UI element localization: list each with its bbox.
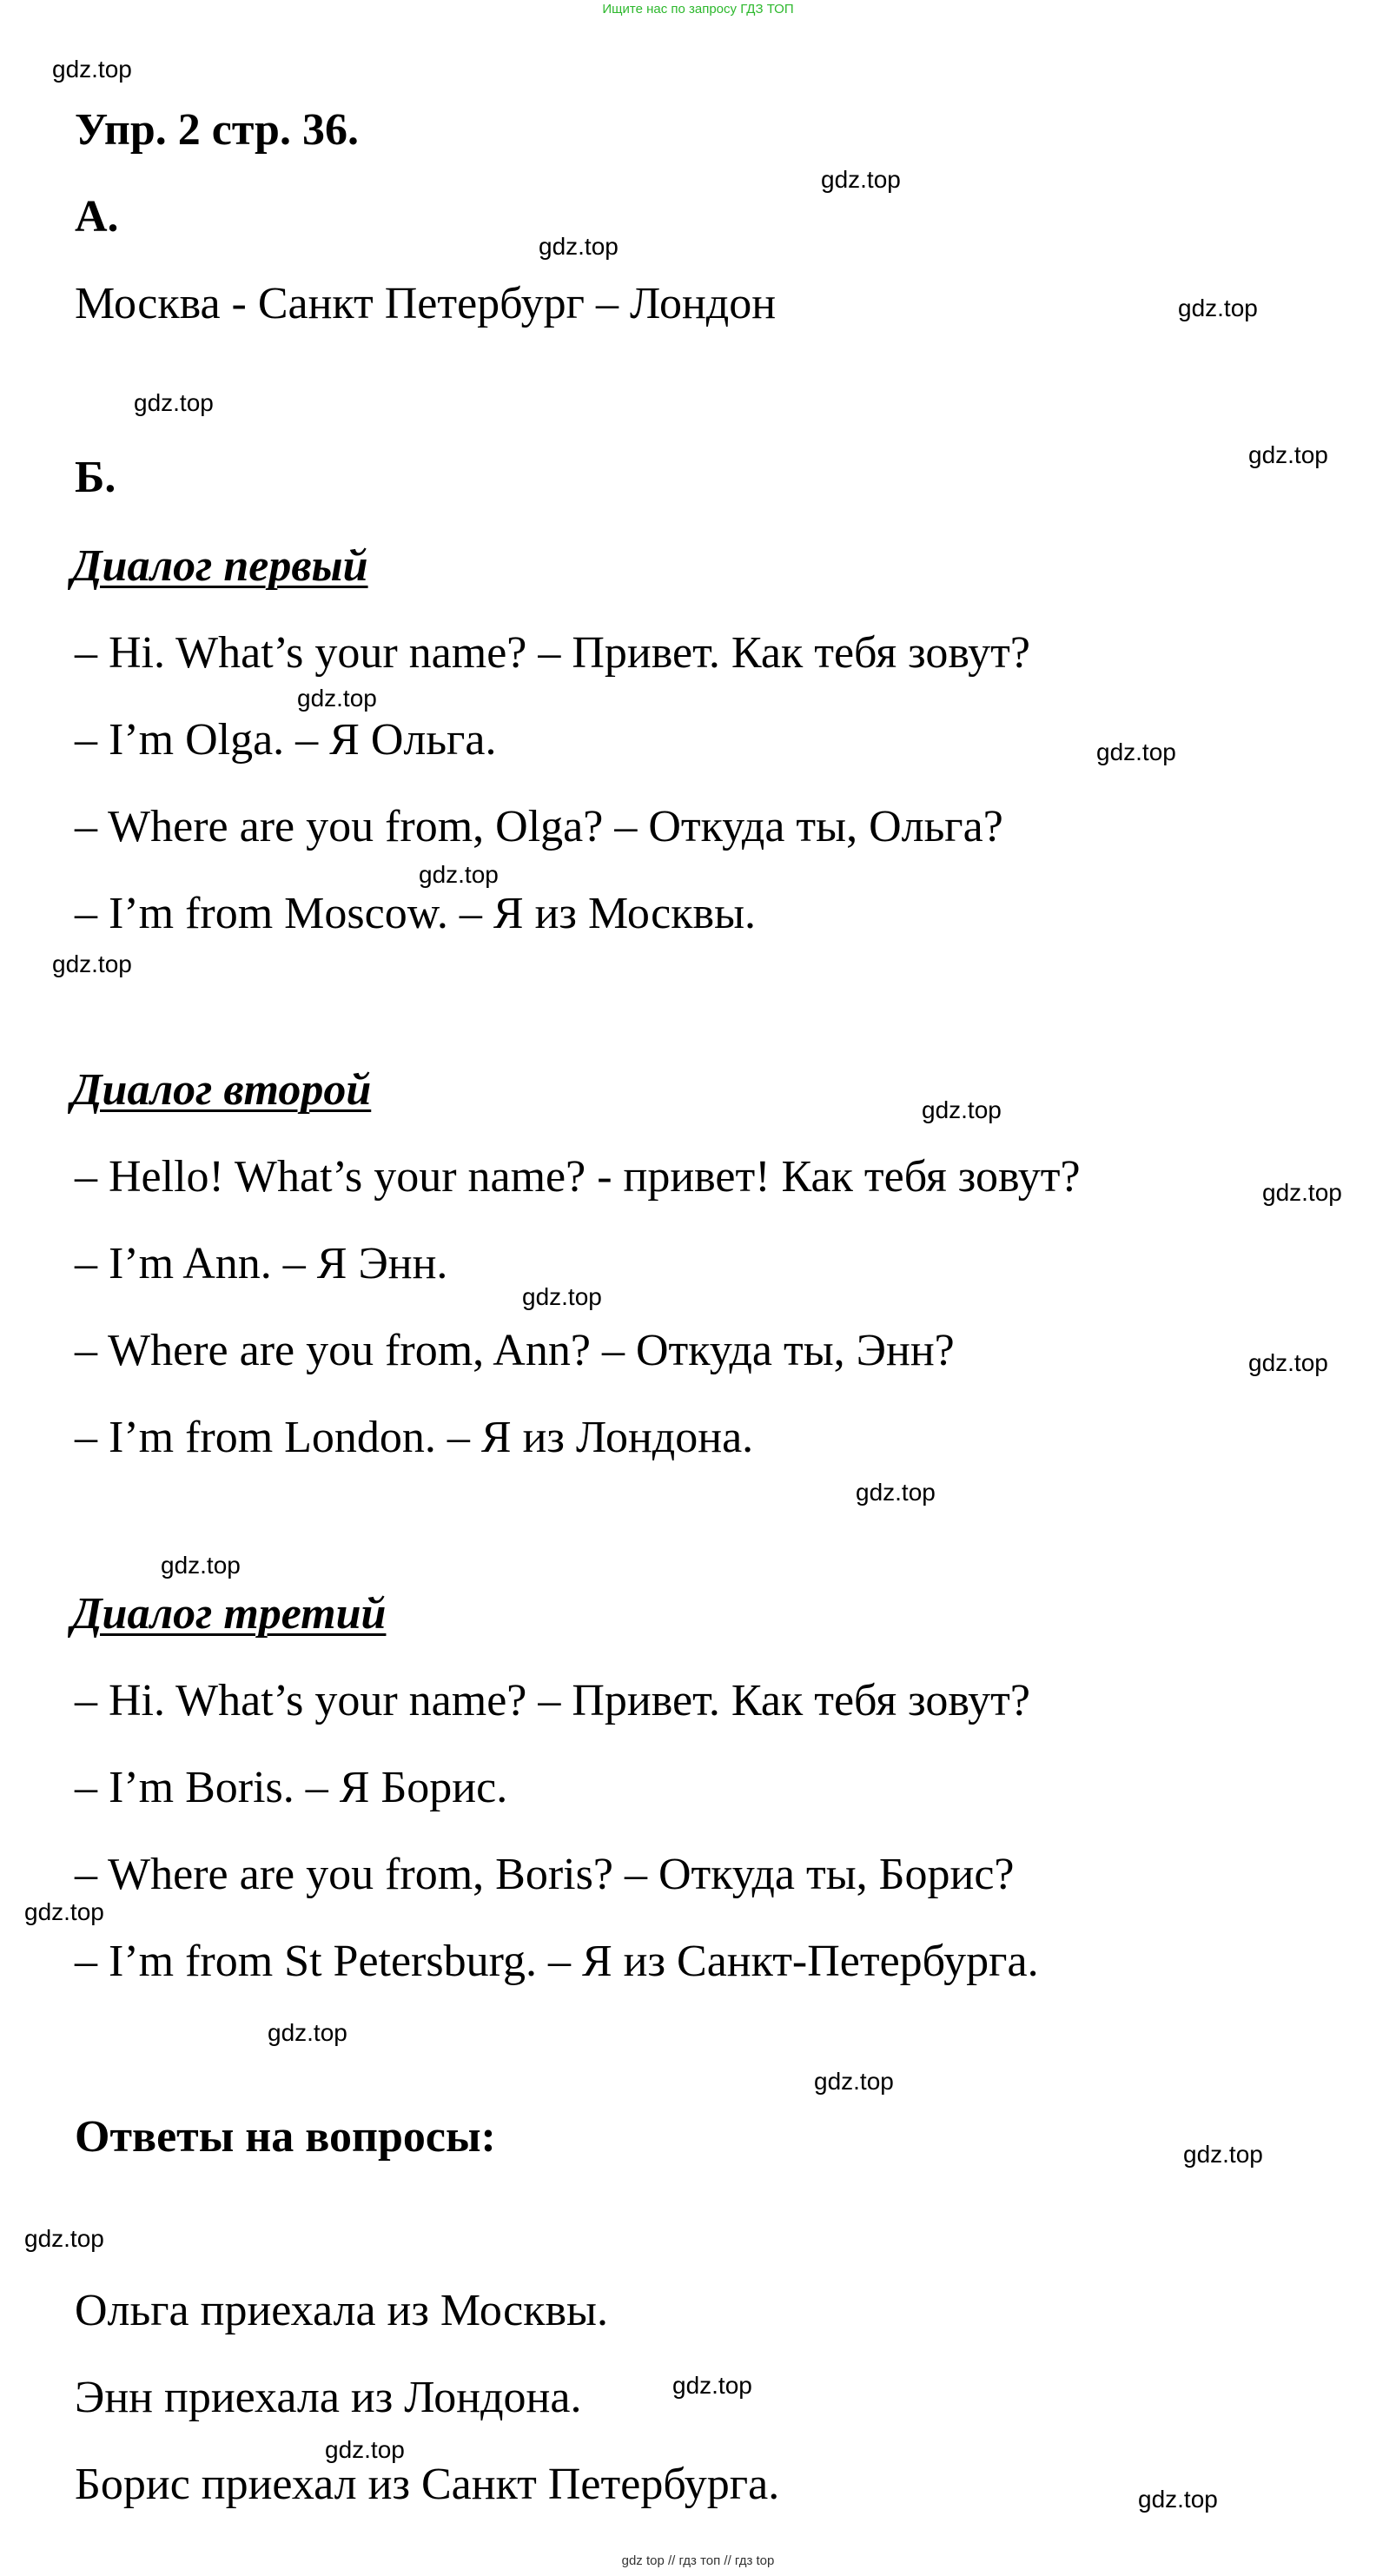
dialog-line: – I’m Ann. – Я Энн.: [75, 1239, 448, 1288]
answer-line: Энн приехала из Лондона.: [75, 2373, 582, 2422]
watermark: gdz.top: [297, 685, 377, 712]
dialog-line: – Where are you from, Olga? – Откуда ты, Ольга?: [75, 802, 1003, 851]
dialog-line: – I’m from St Petersburg. – Я из Санкт-Петербурга.: [75, 1937, 1039, 1986]
watermark: gdz.top: [1096, 738, 1176, 765]
watermark: gdz.top: [134, 389, 214, 416]
part-a-text: Москва - Санкт Петербург – Лондон: [75, 279, 777, 328]
watermark: gdz.top: [821, 166, 901, 193]
watermark: gdz.top: [1138, 2486, 1218, 2513]
watermark: gdz.top: [1262, 1179, 1342, 1206]
watermark: gdz.top: [52, 950, 132, 977]
top-banner: Ищите нас по запросу ГДЗ ТОП: [602, 2, 794, 17]
part-a-label: А.: [75, 192, 119, 242]
watermark: gdz.top: [1248, 441, 1328, 468]
watermark: gdz.top: [1183, 2141, 1263, 2168]
watermark: gdz.top: [1178, 295, 1258, 321]
watermark: gdz.top: [325, 2436, 405, 2463]
answer-line: Борис приехал из Санкт Петербурга.: [75, 2460, 780, 2509]
dialog-line: – I’m from London. – Я из Лондона.: [75, 1413, 754, 1462]
watermark: gdz.top: [161, 1552, 241, 1579]
dialog-title: Диалог первый: [71, 541, 368, 591]
dialog-line: – Hi. What’s your name? – Привет. Как тебя зовут?: [75, 628, 1030, 678]
watermark: gdz.top: [814, 2068, 894, 2095]
watermark: gdz.top: [672, 2372, 752, 2399]
dialog-title: Диалог третий: [71, 1589, 387, 1639]
watermark: gdz.top: [52, 56, 132, 83]
answer-line: Ольга приехала из Москвы.: [75, 2286, 608, 2335]
watermark: gdz.top: [522, 1283, 602, 1310]
watermark: gdz.top: [1248, 1349, 1328, 1376]
watermark: gdz.top: [539, 233, 619, 260]
dialog-line: – Where are you from, Boris? – Откуда ты, Борис?: [75, 1850, 1015, 1899]
dialog-title: Диалог второй: [71, 1065, 372, 1115]
watermark: gdz.top: [24, 1898, 104, 1925]
answers-title: Ответы на вопросы:: [75, 2112, 496, 2162]
watermark: gdz.top: [419, 861, 499, 888]
watermark: gdz.top: [922, 1096, 1002, 1123]
watermark: gdz.top: [24, 2225, 104, 2252]
dialog-line: – I’m Boris. – Я Борис.: [75, 1763, 508, 1812]
exercise-title: Упр. 2 стр. 36.: [75, 105, 359, 155]
dialog-line: – I’m from Moscow. – Я из Москвы.: [75, 889, 757, 938]
watermark: gdz.top: [856, 1479, 936, 1506]
dialog-line: – Where are you from, Ann? – Откуда ты, Энн?: [75, 1326, 955, 1375]
dialog-line: – Hi. What’s your name? – Привет. Как тебя зовут?: [75, 1676, 1030, 1725]
part-b-label: Б.: [75, 453, 116, 502]
bottom-banner: gdz top // гдз топ // гдз top: [621, 2553, 775, 2568]
dialog-line: – I’m Olga. – Я Ольга.: [75, 715, 497, 765]
watermark: gdz.top: [268, 2019, 347, 2046]
dialog-line: – Hello! What’s your name? - привет! Как тебя зовут?: [75, 1152, 1081, 1202]
